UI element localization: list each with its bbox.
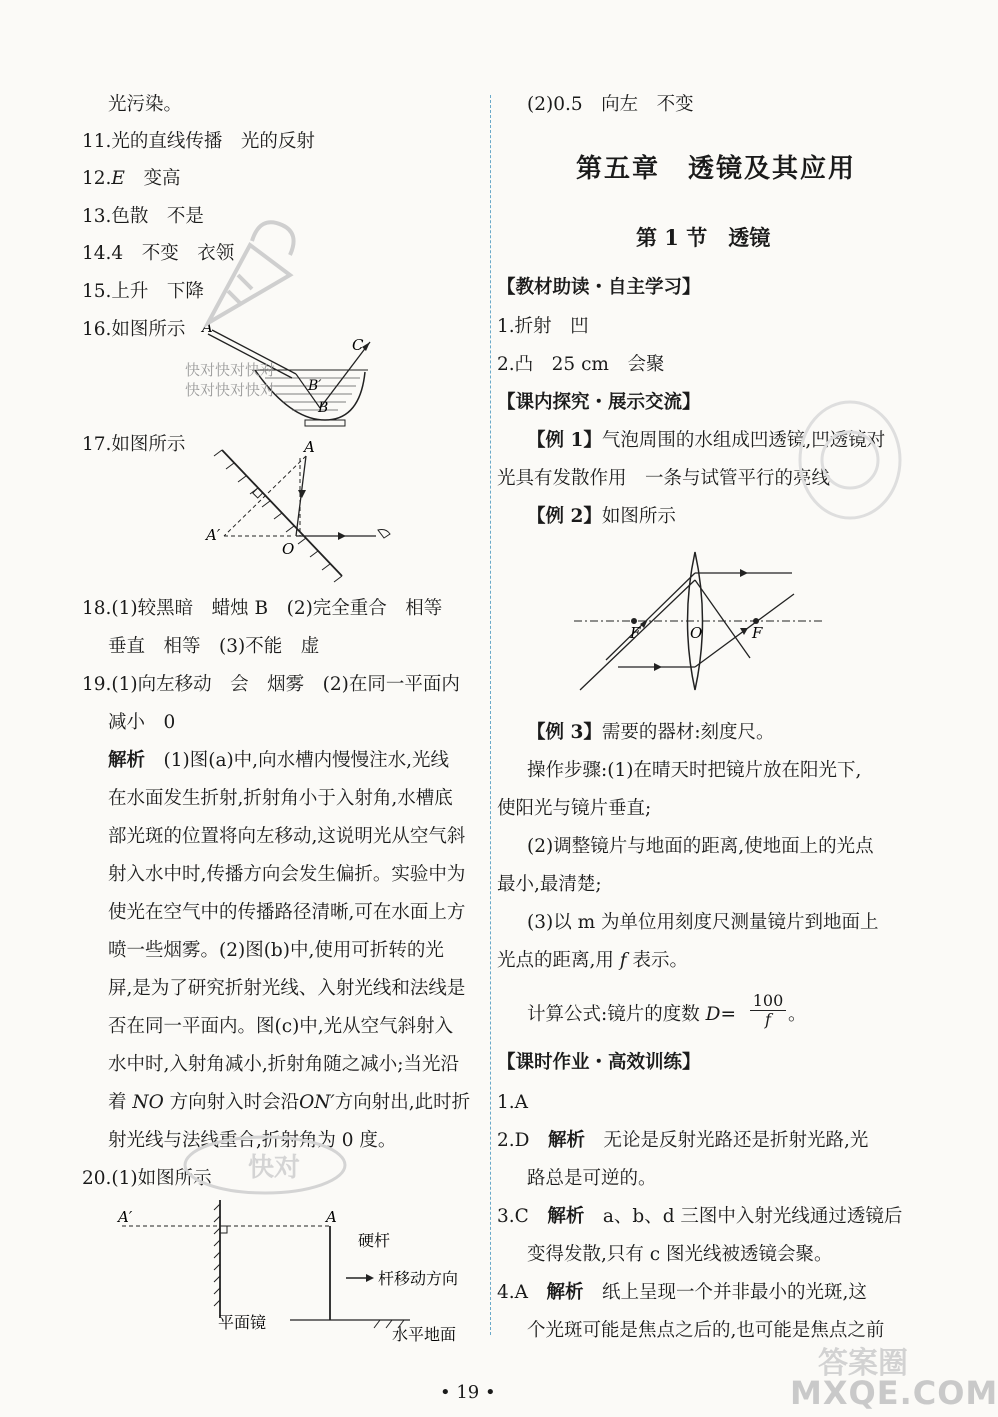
analysis-line: 屏,是为了研究折射光线、入射光线和法线是 <box>108 978 466 999</box>
analysis-line: 部光斑的位置将向左移动,这说明光从空气斜 <box>108 826 466 847</box>
label-A: A <box>304 438 315 456</box>
answer-18: 18.(1)较黑暗 蜡烛 B (2)完全重合 相等 <box>82 598 443 619</box>
answer-11: 11.光的直线传播 光的反射 <box>82 131 315 152</box>
chapter-title: 第五章 透镜及其应用 <box>576 154 857 184</box>
label-B2: B′ <box>308 378 322 394</box>
analysis-line: 在水面发生折射,折射角小于入射角,水槽底 <box>108 788 453 809</box>
answer-17: 17.如图所示 <box>82 434 186 455</box>
answer-14: 14.4 不变 衣领 <box>82 243 235 264</box>
answer-line: 4.A 解析 纸上呈现一个并非最小的光斑,这 <box>497 1282 867 1303</box>
answer-line: 光污染。 <box>108 94 183 115</box>
example-2: 【例 2】如图所示 <box>527 506 676 527</box>
section-heading: 【课内探究・展示交流】 <box>497 392 701 413</box>
example-1: 【例 1】气泡周围的水组成凹透镜,凹透镜对 <box>527 430 886 451</box>
label-C: C <box>352 336 364 354</box>
label-A-prime: A′ <box>118 1208 133 1226</box>
answer-line: 光具有发散作用 一条与试管平行的亮线 <box>497 468 831 489</box>
section-title: 第 1 节 透镜 <box>636 225 771 250</box>
answer-line: 最小,最清楚; <box>497 874 602 895</box>
answer-line: 路总是可逆的。 <box>527 1168 657 1189</box>
label-F-left: F <box>630 624 641 642</box>
analysis-line: 喷一些烟雾。(2)图(b)中,使用可折转的光 <box>108 940 444 961</box>
label-rod: 硬杆 <box>358 1231 391 1250</box>
answer-line: 个光斑可能是焦点之后的,也可能是焦点之前 <box>527 1320 885 1341</box>
answer-18-cont: 垂直 相等 (3)不能 虚 <box>108 636 320 657</box>
page-number: • 19 • <box>440 1382 496 1403</box>
answer-line: 2.凸 25 cm 会聚 <box>497 354 665 375</box>
answer-line: (3)以 m 为单位用刻度尺测量镜片到地面上 <box>527 912 879 933</box>
answer-13: 13.色散 不是 <box>82 206 204 227</box>
label-A-prime: A′ <box>206 526 221 544</box>
analysis-line: 解析 (1)图(a)中,向水槽内慢慢注水,光线 <box>108 750 449 771</box>
answer-19-cont: 减小 0 <box>108 712 176 733</box>
answer-line: 1.A <box>497 1092 529 1113</box>
analysis-line: 射入水中时,传播方向会发生偏折。实验中为 <box>108 864 466 885</box>
answer-12: 12.E 变高 <box>82 168 181 189</box>
column-divider <box>490 95 491 1335</box>
analysis-line: 着 NO 方向射入时会沿ON′方向射出,此时折 <box>108 1092 471 1113</box>
label-A: A <box>326 1208 337 1226</box>
answer-line: 变得发散,只有 c 图光线被透镜会聚。 <box>527 1244 833 1265</box>
answer-19: 19.(1)向左移动 会 烟雾 (2)在同一平面内 <box>82 674 460 695</box>
analysis-line: 射光线与法线重合,折射角为 0 度。 <box>108 1130 397 1151</box>
logo-watermark: 答案圈 <box>818 1346 908 1381</box>
answer-line: (2)0.5 向左 不变 <box>527 94 694 115</box>
answer-line: 使阳光与镜片垂直; <box>497 798 652 819</box>
label-move: 杆移动方向 <box>378 1269 459 1288</box>
answer-line: 光点的距离,用 f 表示。 <box>497 950 689 971</box>
answer-20: 20.(1)如图所示 <box>82 1168 212 1189</box>
answer-line: 2.D 解析 无论是反射光路还是折射光路,光 <box>497 1130 869 1151</box>
section-heading: 【课时作业・高效训练】 <box>497 1052 701 1073</box>
analysis-line: 否在同一平面内。图(c)中,光从空气斜射入 <box>108 1016 454 1037</box>
watermark-text: 快对快对快对 快对快对快对 <box>185 361 276 399</box>
example-3: 【例 3】需要的器材:刻度尺。 <box>527 722 775 743</box>
answer-16: 16.如图所示 <box>82 319 186 340</box>
formula-end: 。 <box>788 1004 807 1025</box>
label-B: B <box>318 400 329 416</box>
answer-line: (2)调整镜片与地面的距离,使地面上的光点 <box>527 836 874 857</box>
figure-17-mirror <box>200 438 400 583</box>
answer-line: 1.折射 凹 <box>497 316 589 337</box>
analysis-line: 水中时,入射角减小,折射角随之减小;当光沿 <box>108 1054 459 1075</box>
stamp-watermark <box>180 1130 350 1200</box>
section-heading: 【教材助读・自主学习】 <box>497 277 701 298</box>
figure-20-rod-mirror <box>110 1200 480 1345</box>
answer-15: 15.上升 下降 <box>82 281 204 302</box>
svg-text:快对: 快对 <box>248 1153 301 1183</box>
label-O: O <box>690 624 703 642</box>
answer-line: 操作步骤:(1)在晴天时把镜片放在阳光下, <box>527 760 862 781</box>
label-O: O <box>282 540 295 558</box>
carrot-logo-icon <box>190 205 320 335</box>
analysis-line: 使光在空气中的传播路径清晰,可在水面上方 <box>108 902 466 923</box>
site-watermark: MXQE.COM <box>790 1374 998 1412</box>
figure-convex-lens <box>570 548 830 698</box>
formula-fraction: $\frac{100}{f}$ <box>750 992 786 1029</box>
formula-line: 计算公式:镜片的度数 D= <box>527 1004 736 1025</box>
label-F-right: F <box>752 624 763 642</box>
answer-line: 3.C 解析 a、b、d 三图中入射光线通过透镜后 <box>497 1206 903 1227</box>
label-A: A <box>202 318 213 336</box>
label-ground: 水平地面 <box>392 1325 457 1344</box>
label-mirror: 平面镜 <box>218 1313 267 1332</box>
stamp-watermark <box>790 395 910 525</box>
